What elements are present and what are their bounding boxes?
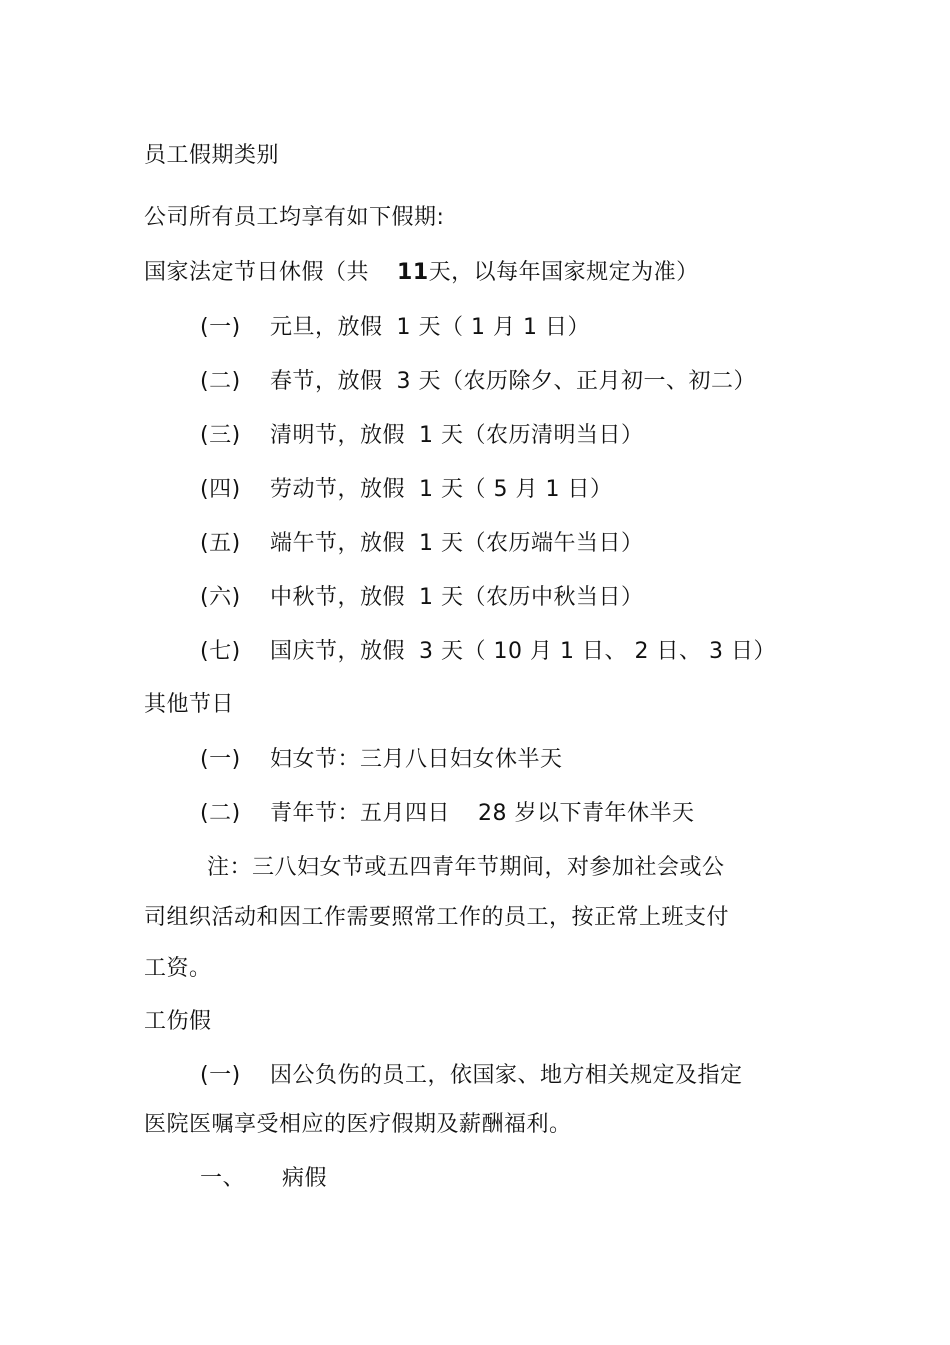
injury-heading (144, 1007, 212, 1037)
sick-leave-heading (200, 1164, 327, 1194)
holiday-days: 1 (419, 423, 434, 448)
holiday-detail: 天（ 5 月 1 日） (441, 477, 613, 502)
holiday-days: 3 (419, 639, 434, 664)
holiday-item (200, 313, 590, 343)
holiday-detail: 天（农历端午当日） (441, 531, 644, 556)
note-line-2 (144, 903, 729, 933)
holiday-detail: 天（ 10 月 1 日、 2 日、 3 日） (441, 639, 776, 664)
other-heading-text: 其他节日 (144, 692, 235, 717)
holiday-name: 端午节，放假 (270, 531, 406, 556)
holiday-name: 中秋节，放假 (270, 585, 406, 610)
holiday-days: 1 (419, 585, 434, 610)
item-marker: (一) (200, 1063, 241, 1088)
item-marker: (七) (200, 639, 241, 664)
other-holiday-text-a: 青年节：五月四日 (270, 801, 451, 826)
holiday-days: 1 (419, 531, 434, 556)
item-marker: (一) (200, 747, 241, 772)
holiday-detail: 天（农历清明当日） (441, 423, 644, 448)
holiday-item (200, 529, 644, 559)
holiday-item (200, 421, 644, 451)
other-holidays-heading (144, 690, 234, 720)
item-marker: (五) (200, 531, 241, 556)
item-marker: (二) (200, 369, 241, 394)
note-text-2: 司组织活动和因工作需要照常工作的员工，按正常上班支付 (144, 905, 730, 930)
holiday-name: 国庆节，放假 (270, 639, 406, 664)
item-marker: (六) (200, 585, 241, 610)
holiday-item (200, 637, 776, 667)
other-holiday-age: 28 (478, 801, 508, 826)
item-marker: (三) (200, 423, 241, 448)
injury-text-2: 医院医嘱享受相应的医疗假期及薪酬福利。 (144, 1112, 572, 1137)
holiday-item (200, 583, 644, 613)
statutory-days: 11 (397, 260, 429, 285)
other-holiday-item (200, 799, 695, 829)
holiday-days: 1 (396, 315, 412, 340)
holiday-days: 3 (396, 369, 412, 394)
holiday-name: 元旦，放假 (270, 315, 383, 340)
holiday-days: 1 (419, 477, 434, 502)
holiday-item (200, 475, 612, 505)
injury-text-1: 因公负伤的员工，依国家、地方相关规定及指定 (270, 1063, 743, 1088)
holiday-item (200, 367, 756, 397)
item-marker: (二) (200, 801, 241, 826)
injury-paragraph-line-1 (200, 1061, 743, 1091)
other-holiday-item (200, 745, 563, 775)
note-line-3 (144, 954, 212, 984)
holiday-name: 清明节，放假 (270, 423, 406, 448)
item-marker: (一) (200, 315, 241, 340)
holiday-detail: 天（ 1 月 1 日） (418, 315, 590, 340)
document-title (144, 141, 279, 171)
note-text-3: 工资。 (144, 956, 212, 981)
section-marker: 一、 (200, 1166, 246, 1191)
note-text-1: 注：三八妇女节或五四青年节期间，对参加社会或公 (207, 855, 725, 880)
holiday-name: 劳动节，放假 (270, 477, 406, 502)
statutory-holiday-heading (144, 258, 699, 288)
title-text: 员工假期类别 (144, 143, 280, 168)
other-holiday-text: 妇女节：三月八日妇女休半天 (270, 747, 563, 772)
holiday-detail: 天（农历中秋当日） (441, 585, 644, 610)
statutory-prefix: 国家法定节日休假（共 (144, 260, 370, 285)
injury-paragraph-line-2 (144, 1110, 572, 1140)
injury-heading-text: 工伤假 (144, 1009, 212, 1034)
other-holiday-text-b: 岁以下青年休半天 (514, 801, 695, 826)
intro-text: 公司所有员工均享有如下假期: (144, 205, 445, 230)
holiday-name: 春节，放假 (270, 369, 383, 394)
item-marker: (四) (200, 477, 241, 502)
intro-paragraph (144, 203, 444, 233)
note-line-1 (207, 853, 725, 883)
sick-heading-text: 病假 (282, 1166, 328, 1191)
statutory-suffix: 天，以每年国家规定为准） (428, 260, 699, 285)
holiday-detail: 天（农历除夕、正月初一、初二） (418, 369, 757, 394)
